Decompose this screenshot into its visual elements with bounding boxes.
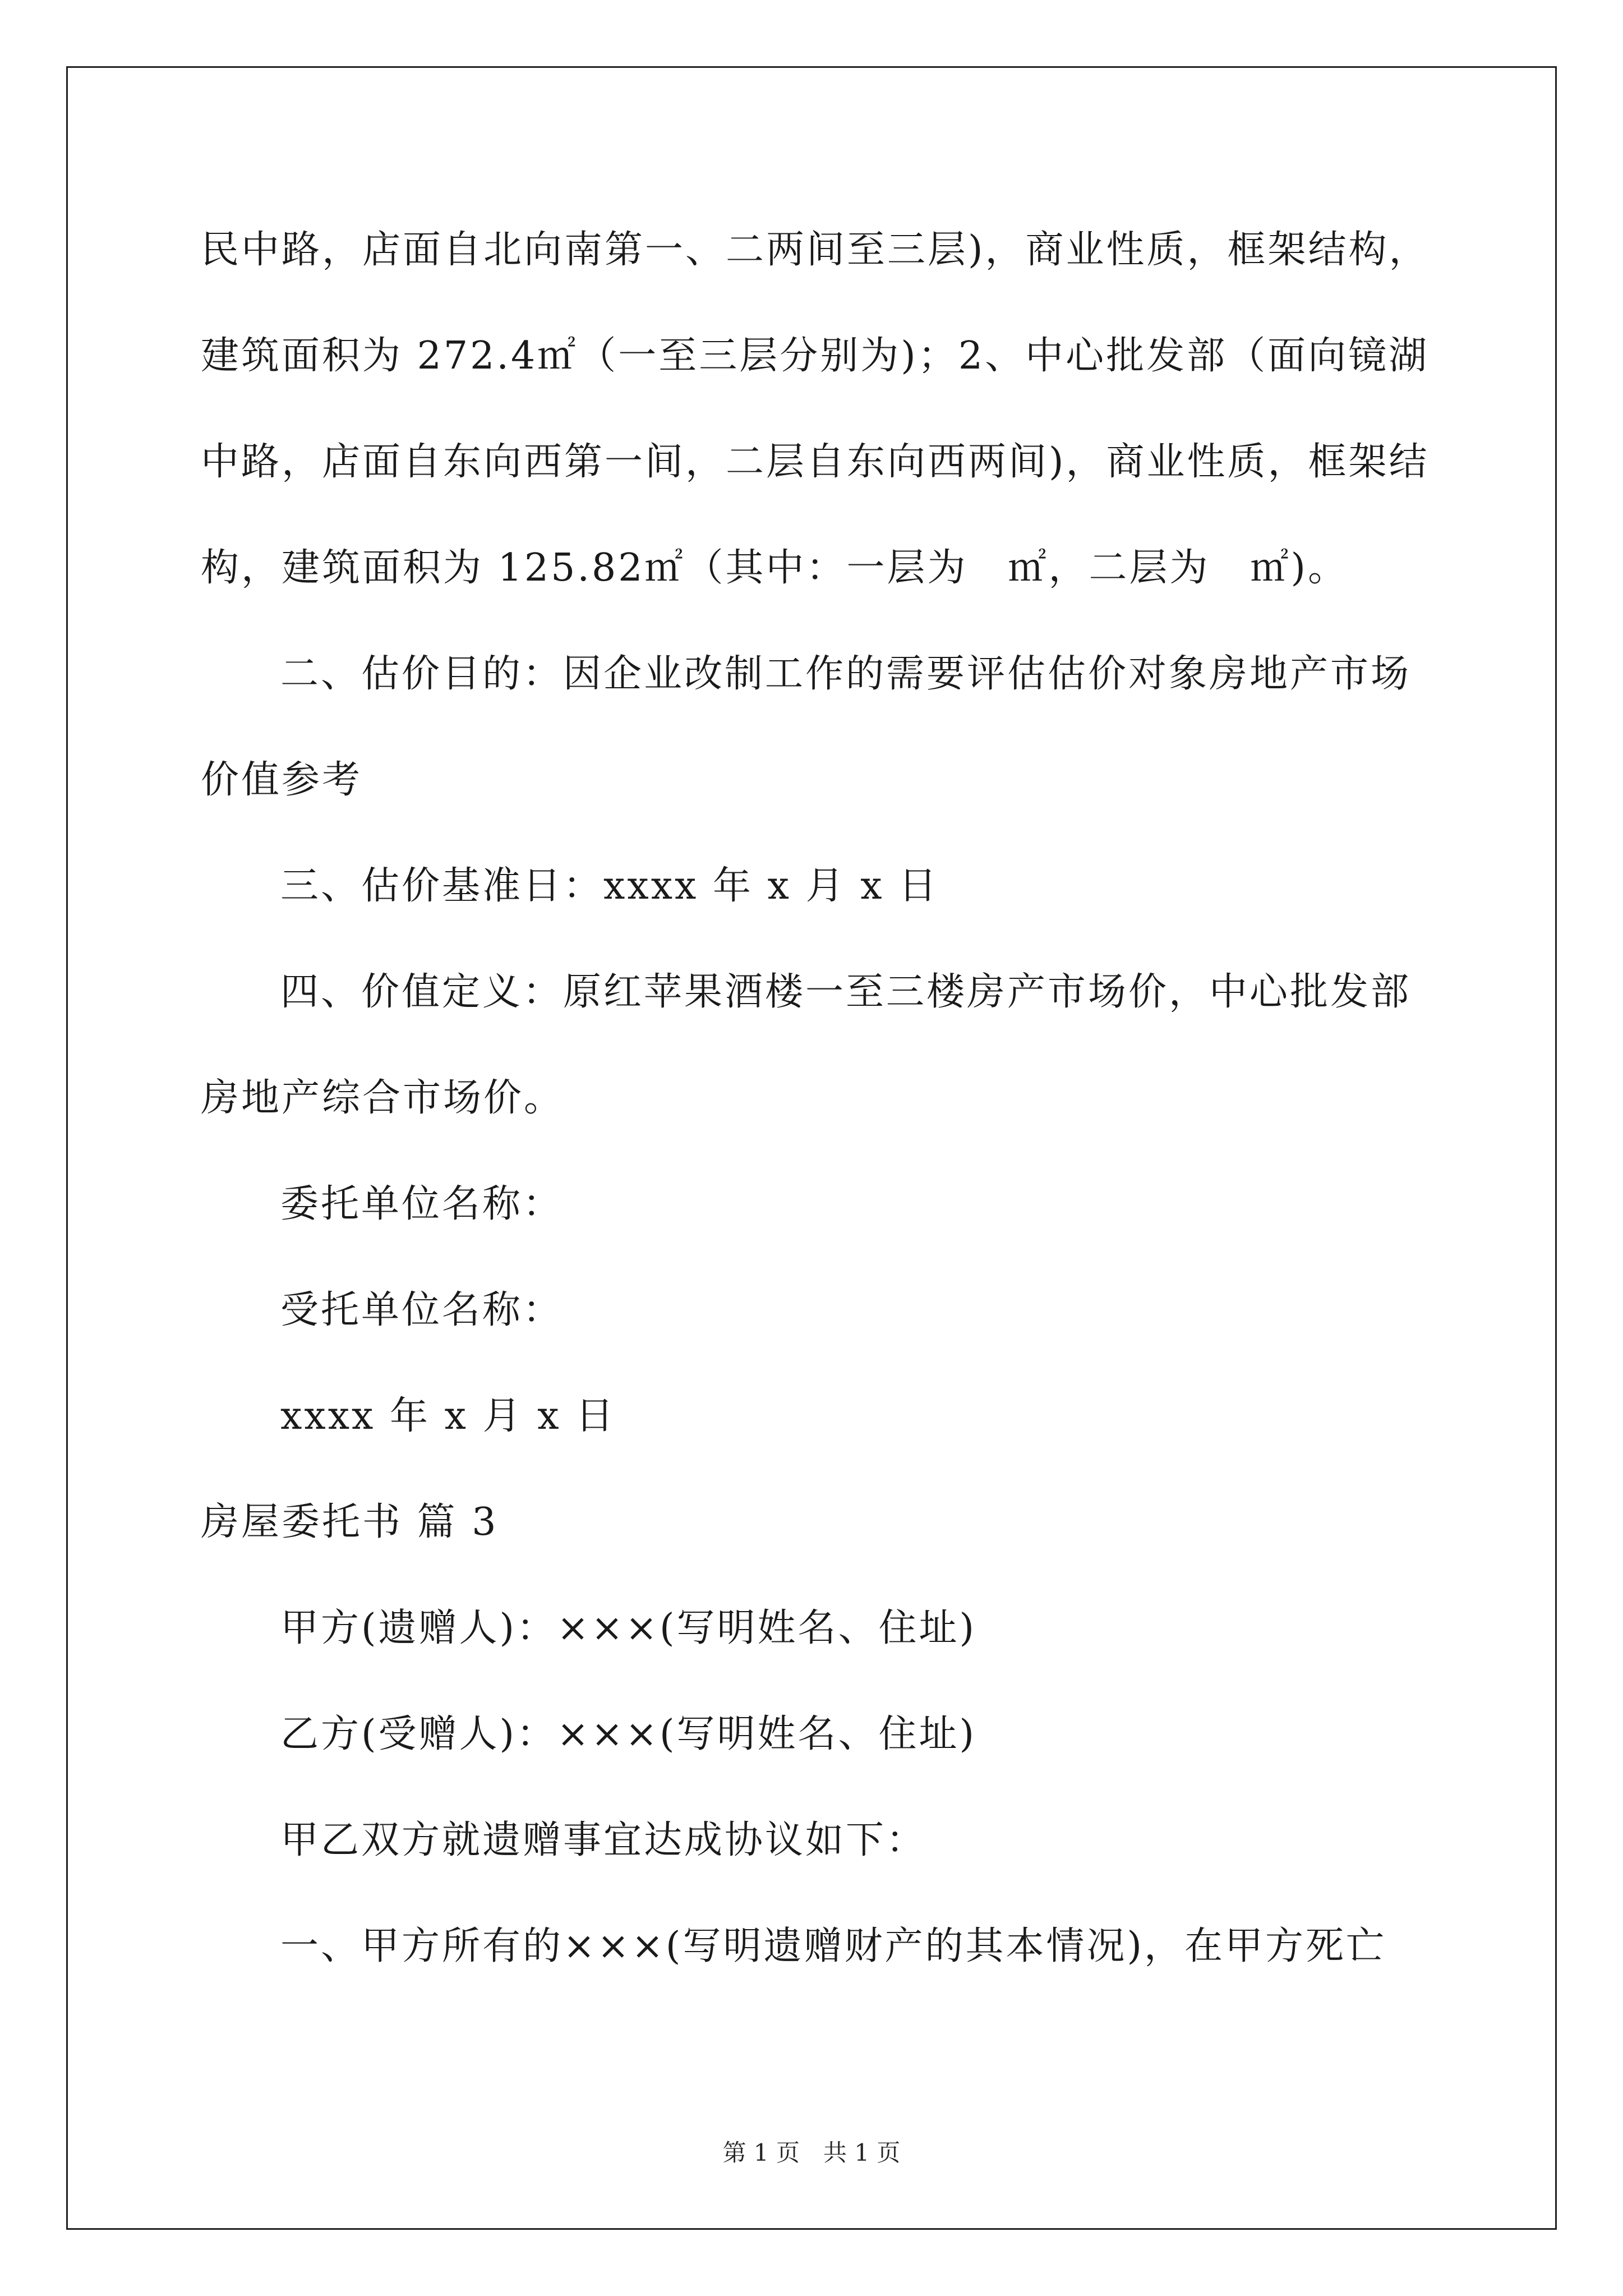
text-line: 四、价值定义：原红苹果酒楼一至三楼房产市场价，中心批发部 — [280, 970, 1412, 1014]
text-line: 受托单位名称： — [280, 1288, 564, 1332]
text-line: 中路，店面自东向西第一间，二层自东向西两间)，商业性质，框架结 — [201, 440, 1430, 484]
text-line: 委托单位名称： — [280, 1182, 564, 1226]
text-line: 甲方(遗赠人)：×××(写明姓名、住址) — [280, 1606, 977, 1650]
text-line: xxxx 年 x 月 x 日 — [280, 1394, 616, 1438]
text-line: 三、估价基准日：xxxx 年 x 月 x 日 — [280, 864, 939, 908]
text-line: 二、估价目的：因企业改制工作的需要评估估价对象房地产市场 — [280, 652, 1412, 696]
text-line: 一、甲方所有的×××(写明遗赠财产的其本情况)，在甲方死亡 — [280, 1924, 1386, 1968]
text-line: 价值参考 — [201, 758, 363, 802]
text-line: 甲乙双方就遗赠事宜达成协议如下： — [280, 1818, 927, 1862]
text-line: 民中路，店面自北向南第一、二两间至三层)，商业性质，框架结构， — [201, 228, 1430, 272]
page-border — [66, 66, 1557, 2230]
section-heading: 房屋委托书 篇 3 — [201, 1500, 499, 1544]
text-line: 房地产综合市场价。 — [201, 1076, 565, 1120]
text-line: 构，建筑面积为 125.82㎡（其中：一层为 ㎡，二层为 ㎡)。 — [201, 546, 1349, 590]
text-line: 乙方(受赠人)：×××(写明姓名、住址) — [280, 1712, 977, 1756]
page-number: 第 1 页 共 1 页 — [722, 2139, 901, 2166]
text-line: 建筑面积为 272.4㎡（一至三层分别为)；2、中心批发部（面向镜湖 — [201, 334, 1430, 378]
